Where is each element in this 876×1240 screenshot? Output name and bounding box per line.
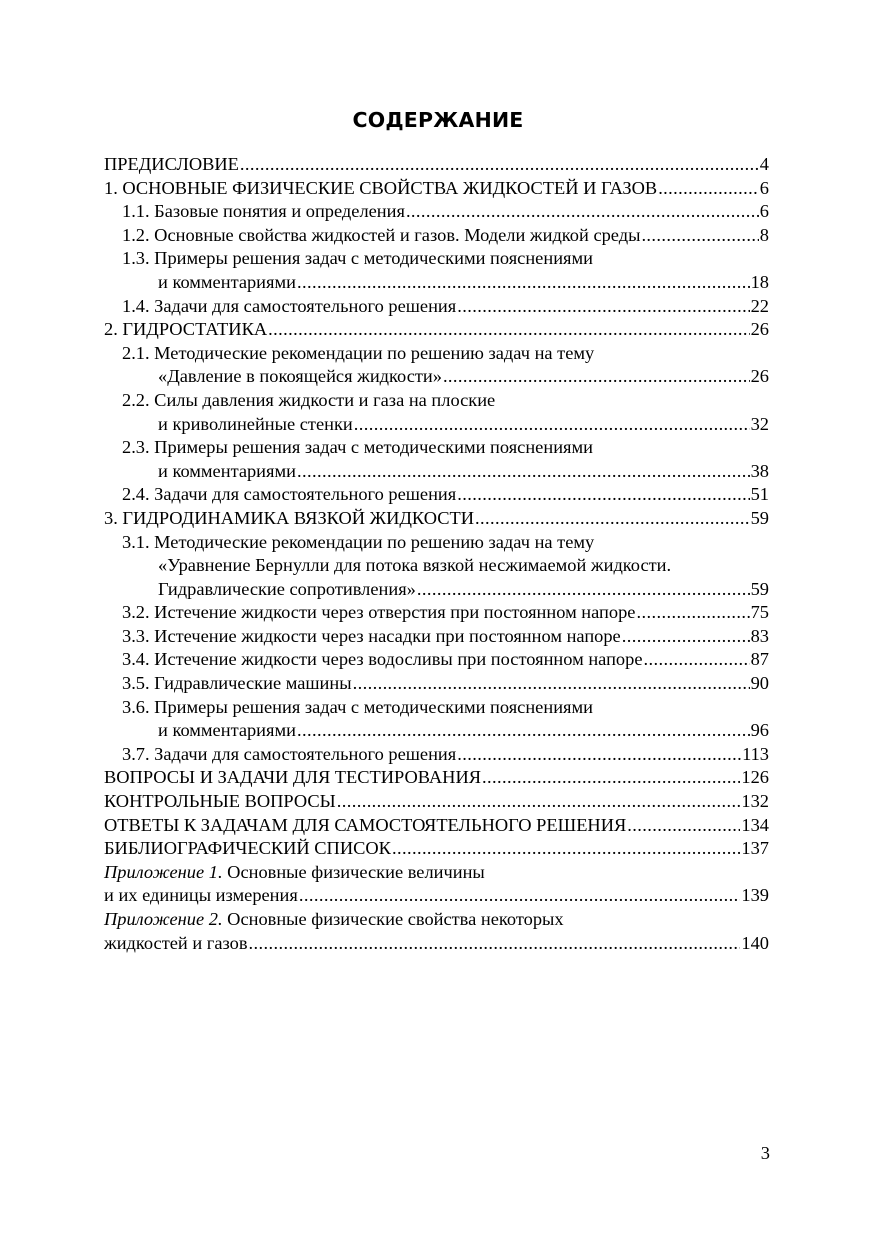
- toc-entry-page: 139: [741, 885, 769, 906]
- toc-entry-preface[interactable]: [104, 153, 769, 177]
- toc-entry-appendix-1[interactable]: [104, 861, 769, 885]
- toc-entry-text: КОНТРОЛЬНЫЕ ВОПРОСЫ: [104, 791, 336, 812]
- toc-entry-page: 6: [759, 201, 769, 222]
- toc-entry-page: 140: [741, 932, 769, 953]
- toc-entry-text: 3.7. Задачи для самостоятельного решения: [122, 743, 457, 764]
- toc-entry-page: 18: [750, 271, 769, 292]
- toc-entry-text: 3.1. Методические рекомендации по решению задач на тему: [122, 531, 595, 552]
- toc-entry-page: 96: [750, 720, 769, 741]
- toc-entry-page: 32: [750, 413, 769, 434]
- toc-entry-bibliography[interactable]: [104, 837, 769, 861]
- toc-entry-text: 1.1. Базовые понятия и определения: [122, 201, 405, 222]
- toc-title: СОДЕРЖАНИЕ: [352, 108, 524, 132]
- toc-entry-text-cont: и их единицы измерения: [104, 885, 298, 906]
- toc-entry-text: ВОПРОСЫ И ЗАДАЧИ ДЛЯ ТЕСТИРОВАНИЯ: [104, 767, 482, 788]
- toc-entry-text-cont: и комментариями: [158, 271, 296, 292]
- page-number: 3: [760, 1143, 770, 1163]
- toc-entry-text: 3. ГИДРОДИНАМИКА ВЯЗКОЙ ЖИДКОСТИ: [104, 507, 475, 528]
- toc-entry-text: 3.4. Истечение жидкости через водосливы при постоянном напоре: [122, 649, 643, 670]
- toc-entry-page: 113: [742, 743, 769, 764]
- toc-entry-appendix-1-cont[interactable]: [104, 884, 769, 908]
- toc-entry-text: ОТВЕТЫ К ЗАДАЧАМ ДЛЯ САМОСТОЯТЕЛЬНОГО РЕШЕНИЯ: [104, 814, 627, 835]
- toc-entry-text: 2.2. Силы давления жидкости и газа на плоские: [122, 389, 496, 410]
- toc-entry-3-3[interactable]: [104, 625, 769, 649]
- toc-entry-1-3-cont[interactable]: [104, 271, 769, 295]
- toc-entry-page: 38: [750, 460, 769, 481]
- toc-entry-page: 51: [750, 484, 769, 505]
- toc-entry-page: 75: [750, 602, 769, 623]
- toc-entry-page: 6: [759, 177, 769, 198]
- toc-entry-3-1-cont2[interactable]: [104, 578, 769, 602]
- toc-entry-page: 83: [750, 625, 769, 646]
- toc-entry-3-4[interactable]: [104, 648, 769, 672]
- toc-entry-text: 3.5. Гидравлические машины: [122, 673, 352, 694]
- toc-entry-text: Основные физические величины: [222, 861, 485, 882]
- toc-entry-text-cont: и комментариями: [158, 460, 296, 481]
- toc-entry-1-2[interactable]: [104, 224, 769, 248]
- toc-entry-text: 3.2. Истечение жидкости через отверстия при постоянном напоре: [122, 602, 636, 623]
- toc-entry-2-2[interactable]: [104, 389, 769, 413]
- toc-entry-3-1[interactable]: [104, 531, 769, 555]
- appendix-label: Приложение 2.: [104, 909, 223, 929]
- toc-entry-text: 2.3. Примеры решения задач с методическими пояснениями: [122, 437, 593, 458]
- toc-entry-page: 90: [750, 673, 769, 694]
- appendix-label: Приложение 1.: [104, 861, 223, 882]
- toc-entry-text: 1.4. Задачи для самостоятельного решения: [122, 295, 457, 316]
- toc-entry-2-1-cont[interactable]: [104, 365, 769, 389]
- toc-entry-2-2-cont[interactable]: [104, 413, 769, 437]
- toc-entry-appendix-2-cont[interactable]: [104, 932, 769, 956]
- toc-entry-text-cont: жидкостей и газов: [104, 932, 248, 953]
- toc-entry-page: 134: [741, 814, 769, 835]
- toc-entry-text-cont: «Уравнение Бернулли для потока вязкой несжимаемой жидкости.: [158, 555, 672, 576]
- toc-entry-text-cont: и комментариями: [158, 720, 296, 741]
- toc-entry-text: 3.3. Истечение жидкости через насадки при постоянном напоре: [122, 625, 621, 646]
- toc-entry-page: 87: [750, 649, 769, 670]
- toc-entry-text-cont: и криволинейные стенки: [158, 413, 353, 434]
- toc-entry-2-3[interactable]: [104, 436, 769, 460]
- toc-entry-3-6-cont[interactable]: [104, 719, 769, 743]
- toc-entry-control-questions[interactable]: [104, 790, 769, 814]
- toc-entry-text: Основные физические свойства некоторых: [222, 909, 564, 929]
- toc-entry-text: 1. ОСНОВНЫЕ ФИЗИЧЕСКИЕ СВОЙСТВА ЖИДКОСТЕЙ И ГАЗОВ: [104, 177, 658, 198]
- toc-entry-page: 137: [741, 838, 769, 859]
- toc-entry-chapter-3[interactable]: [104, 507, 769, 531]
- toc-entry-text: ПРЕДИСЛОВИЕ: [104, 154, 239, 174]
- toc-entry-3-5[interactable]: [104, 672, 769, 696]
- toc-entry-page: 126: [741, 767, 769, 788]
- toc-entry-2-1[interactable]: [104, 342, 769, 366]
- toc-entry-1-4[interactable]: [104, 295, 769, 319]
- toc-entry-page: 59: [750, 507, 769, 528]
- toc-entry-text: 2.1. Методические рекомендации по решению задач на тему: [122, 342, 595, 363]
- toc-entry-3-1-cont[interactable]: [104, 554, 769, 578]
- toc-entry-page: 59: [750, 578, 769, 599]
- toc-entry-text: 1.2. Основные свойства жидкостей и газов. Модели жидкой среды: [122, 224, 641, 245]
- toc-entry-text: БИБЛИОГРАФИЧЕСКИЙ СПИСОК: [104, 838, 391, 859]
- toc-entry-text: 3.6. Примеры решения задач с методическими пояснениями: [122, 696, 593, 717]
- toc-entry-page: 132: [741, 791, 769, 812]
- toc-entry-page: 26: [750, 319, 769, 340]
- toc-entry-page: 4: [759, 154, 769, 174]
- toc-entry-page: 8: [759, 224, 769, 245]
- toc-entry-page: 22: [750, 295, 769, 316]
- toc-entry-3-6[interactable]: [104, 696, 769, 720]
- toc-entry-text-cont: «Давление в покоящейся жидкости»: [158, 366, 442, 387]
- toc-entry-text: 1.3. Примеры решения задач с методическими пояснениями: [122, 248, 593, 269]
- toc-entry-chapter-2[interactable]: [104, 318, 769, 342]
- toc-entry-2-3-cont[interactable]: [104, 460, 769, 484]
- toc-entry-1-1[interactable]: [104, 200, 769, 224]
- toc-entry-appendix-2[interactable]: [104, 908, 769, 932]
- toc-entry-test-questions[interactable]: [104, 766, 769, 790]
- toc-entry-text-cont: Гидравлические сопротивления»: [158, 578, 416, 599]
- toc-entry-chapter-1[interactable]: [104, 177, 769, 201]
- toc-entry-1-3[interactable]: [104, 247, 769, 271]
- toc-entry-answers[interactable]: [104, 814, 769, 838]
- toc-entry-3-7[interactable]: [104, 743, 769, 767]
- toc-entry-2-4[interactable]: [104, 483, 769, 507]
- toc-entry-page: 26: [750, 366, 769, 387]
- table-of-contents: [104, 153, 769, 955]
- toc-entry-3-2[interactable]: [104, 601, 769, 625]
- toc-entry-text: 2. ГИДРОСТАТИКА: [104, 319, 268, 340]
- toc-entry-text: 2.4. Задачи для самостоятельного решения: [122, 484, 457, 505]
